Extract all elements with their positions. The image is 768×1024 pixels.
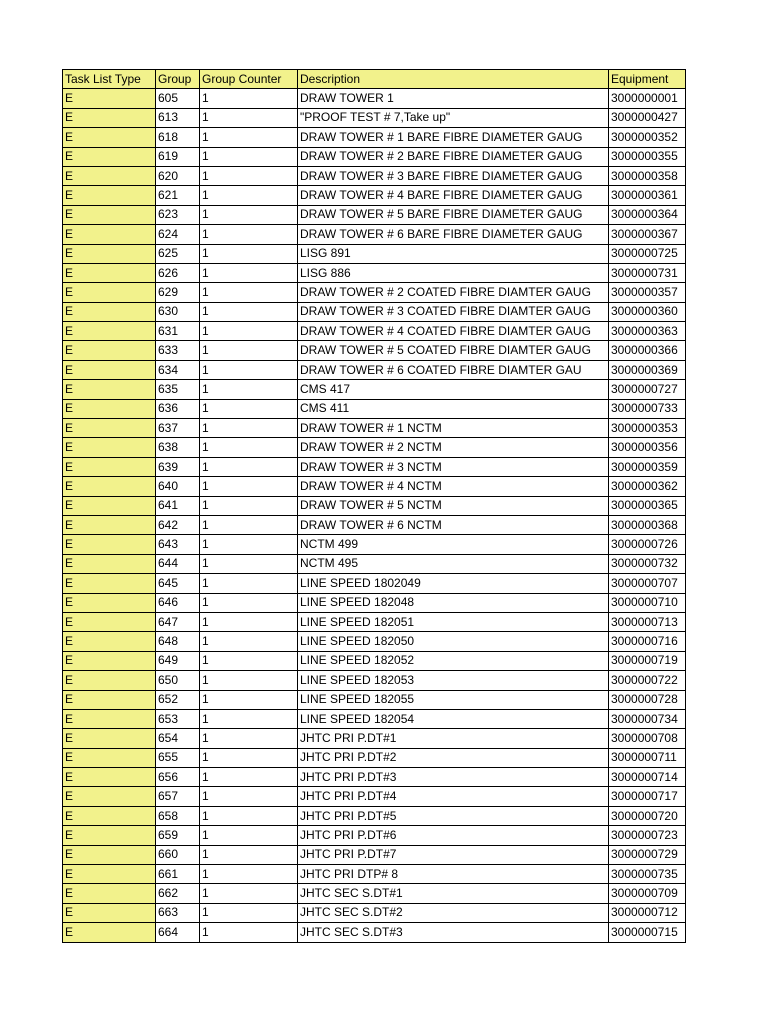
cell-task-list-type[interactable]: E xyxy=(63,574,156,593)
table-row xyxy=(63,923,686,942)
cell-group-counter[interactable]: 1 xyxy=(200,419,298,438)
cell-description[interactable]: LINE SPEED 182054 xyxy=(298,709,609,728)
cell-equipment[interactable]: 3000000363 xyxy=(609,322,686,341)
cell-task-list-type[interactable]: E xyxy=(63,399,156,418)
cell-group-counter[interactable]: 1 xyxy=(200,729,298,748)
cell-group-counter[interactable]: 1 xyxy=(200,748,298,767)
cell-equipment[interactable]: 3000000352 xyxy=(609,128,686,147)
table-row xyxy=(63,903,686,922)
cell-description[interactable]: DRAW TOWER # 1 BARE FIBRE DIAMETER GAUG xyxy=(298,128,609,147)
cell-task-list-type[interactable]: E xyxy=(63,690,156,709)
cell-group-counter[interactable]: 1 xyxy=(200,632,298,651)
cell-task-list-type[interactable]: E xyxy=(63,768,156,787)
cell-group[interactable]: 661 xyxy=(156,865,200,884)
cell-description[interactable]: JHTC PRI P.DT#1 xyxy=(298,729,609,748)
cell-equipment[interactable]: 3000000369 xyxy=(609,360,686,379)
cell-equipment[interactable]: 3000000734 xyxy=(609,709,686,728)
cell-task-list-type[interactable]: E xyxy=(63,845,156,864)
table-row xyxy=(63,166,686,185)
table-row xyxy=(63,380,686,399)
cell-description[interactable]: CMS 411 xyxy=(298,399,609,418)
cell-group[interactable]: 638 xyxy=(156,438,200,457)
cell-group-counter[interactable]: 1 xyxy=(200,263,298,282)
cell-group-counter[interactable]: 1 xyxy=(200,612,298,631)
cell-group[interactable]: 647 xyxy=(156,612,200,631)
header-equipment[interactable]: Equipment xyxy=(609,70,686,89)
cell-equipment[interactable]: 3000000731 xyxy=(609,263,686,282)
cell-task-list-type[interactable]: E xyxy=(63,709,156,728)
cell-group-counter[interactable]: 1 xyxy=(200,457,298,476)
cell-group[interactable]: 663 xyxy=(156,903,200,922)
cell-task-list-type[interactable]: E xyxy=(63,302,156,321)
cell-description[interactable]: DRAW TOWER # 4 COATED FIBRE DIAMTER GAUG xyxy=(298,322,609,341)
cell-task-list-type[interactable]: E xyxy=(63,322,156,341)
cell-group-counter[interactable]: 1 xyxy=(200,690,298,709)
cell-group[interactable]: 654 xyxy=(156,729,200,748)
table-row xyxy=(63,729,686,748)
cell-equipment[interactable]: 3000000733 xyxy=(609,399,686,418)
cell-task-list-type[interactable]: E xyxy=(63,535,156,554)
header-task-list-type[interactable]: Task List Type xyxy=(63,70,156,89)
cell-description[interactable]: JHTC PRI P.DT#2 xyxy=(298,748,609,767)
cell-task-list-type[interactable]: E xyxy=(63,147,156,166)
cell-group[interactable]: 639 xyxy=(156,457,200,476)
table-row xyxy=(63,651,686,670)
cell-group-counter[interactable]: 1 xyxy=(200,438,298,457)
cell-description[interactable]: LISG 891 xyxy=(298,244,609,263)
cell-group-counter[interactable]: 1 xyxy=(200,166,298,185)
cell-description[interactable]: LINE SPEED 182048 xyxy=(298,593,609,612)
table-row xyxy=(63,419,686,438)
cell-description[interactable]: DRAW TOWER # 2 BARE FIBRE DIAMETER GAUG xyxy=(298,147,609,166)
cell-description[interactable]: JHTC PRI P.DT#3 xyxy=(298,768,609,787)
cell-task-list-type[interactable]: E xyxy=(63,806,156,825)
table-row xyxy=(63,322,686,341)
cell-description[interactable]: DRAW TOWER # 5 NCTM xyxy=(298,496,609,515)
cell-task-list-type[interactable]: E xyxy=(63,457,156,476)
cell-group[interactable]: 655 xyxy=(156,748,200,767)
cell-equipment[interactable]: 3000000710 xyxy=(609,593,686,612)
cell-description[interactable]: DRAW TOWER # 2 NCTM xyxy=(298,438,609,457)
cell-description[interactable]: DRAW TOWER # 4 NCTM xyxy=(298,477,609,496)
cell-description[interactable]: DRAW TOWER # 6 BARE FIBRE DIAMETER GAUG xyxy=(298,225,609,244)
cell-equipment[interactable]: 3000000360 xyxy=(609,302,686,321)
cell-group[interactable]: 642 xyxy=(156,515,200,534)
cell-task-list-type[interactable]: E xyxy=(63,496,156,515)
table-row xyxy=(63,147,686,166)
table-row xyxy=(63,360,686,379)
cell-group-counter[interactable]: 1 xyxy=(200,496,298,515)
cell-group[interactable]: 641 xyxy=(156,496,200,515)
table-row xyxy=(63,283,686,302)
cell-task-list-type[interactable]: E xyxy=(63,632,156,651)
cell-description[interactable]: DRAW TOWER # 6 COATED FIBRE DIAMTER GAU xyxy=(298,360,609,379)
table-row xyxy=(63,865,686,884)
cell-group-counter[interactable]: 1 xyxy=(200,651,298,670)
cell-task-list-type[interactable]: E xyxy=(63,651,156,670)
cell-description[interactable]: LINE SPEED 182053 xyxy=(298,671,609,690)
cell-group-counter[interactable]: 1 xyxy=(200,302,298,321)
cell-description[interactable]: DRAW TOWER # 1 NCTM xyxy=(298,419,609,438)
cell-equipment[interactable]: 3000000726 xyxy=(609,535,686,554)
cell-description[interactable]: DRAW TOWER # 5 BARE FIBRE DIAMETER GAUG xyxy=(298,205,609,224)
cell-equipment[interactable]: 3000000708 xyxy=(609,729,686,748)
table-row xyxy=(63,826,686,845)
cell-task-list-type[interactable]: E xyxy=(63,865,156,884)
cell-group[interactable]: 652 xyxy=(156,690,200,709)
table-row xyxy=(63,399,686,418)
cell-task-list-type[interactable]: E xyxy=(63,360,156,379)
cell-equipment[interactable]: 3000000361 xyxy=(609,186,686,205)
table-row xyxy=(63,884,686,903)
table-row xyxy=(63,632,686,651)
cell-group-counter[interactable]: 1 xyxy=(200,244,298,263)
cell-group[interactable]: 649 xyxy=(156,651,200,670)
table-row xyxy=(63,554,686,573)
cell-group[interactable]: 605 xyxy=(156,89,200,108)
table-row xyxy=(63,671,686,690)
cell-description[interactable]: DRAW TOWER # 6 NCTM xyxy=(298,515,609,534)
cell-task-list-type[interactable]: E xyxy=(63,671,156,690)
cell-group[interactable]: 619 xyxy=(156,147,200,166)
cell-group-counter[interactable]: 1 xyxy=(200,903,298,922)
cell-equipment[interactable]: 3000000711 xyxy=(609,748,686,767)
table-row xyxy=(63,709,686,728)
cell-task-list-type[interactable]: E xyxy=(63,128,156,147)
cell-description[interactable]: LINE SPEED 182055 xyxy=(298,690,609,709)
header-group-counter[interactable]: Group Counter xyxy=(200,70,298,89)
cell-group[interactable]: 650 xyxy=(156,671,200,690)
cell-group-counter[interactable]: 1 xyxy=(200,845,298,864)
cell-task-list-type[interactable]: E xyxy=(63,419,156,438)
cell-group[interactable]: 664 xyxy=(156,923,200,942)
table-row xyxy=(63,806,686,825)
cell-description[interactable]: JHTC PRI P.DT#4 xyxy=(298,787,609,806)
cell-description[interactable]: LINE SPEED 182052 xyxy=(298,651,609,670)
cell-task-list-type[interactable]: E xyxy=(63,283,156,302)
cell-task-list-type[interactable]: E xyxy=(63,438,156,457)
cell-equipment[interactable]: 3000000717 xyxy=(609,787,686,806)
cell-group[interactable]: 620 xyxy=(156,166,200,185)
cell-group[interactable]: 658 xyxy=(156,806,200,825)
cell-group-counter[interactable]: 1 xyxy=(200,128,298,147)
cell-group-counter[interactable]: 1 xyxy=(200,574,298,593)
cell-group-counter[interactable]: 1 xyxy=(200,225,298,244)
cell-group-counter[interactable]: 1 xyxy=(200,205,298,224)
cell-group-counter[interactable]: 1 xyxy=(200,884,298,903)
table-row xyxy=(63,593,686,612)
table-row xyxy=(63,690,686,709)
cell-group[interactable]: 630 xyxy=(156,302,200,321)
cell-equipment[interactable]: 3000000716 xyxy=(609,632,686,651)
cell-group[interactable]: 645 xyxy=(156,574,200,593)
cell-group[interactable]: 631 xyxy=(156,322,200,341)
cell-group-counter[interactable]: 1 xyxy=(200,535,298,554)
cell-task-list-type[interactable]: E xyxy=(63,263,156,282)
spreadsheet-sheet xyxy=(62,69,686,943)
cell-equipment[interactable]: 3000000722 xyxy=(609,671,686,690)
cell-group-counter[interactable]: 1 xyxy=(200,283,298,302)
cell-task-list-type[interactable]: E xyxy=(63,884,156,903)
cell-equipment[interactable]: 3000000725 xyxy=(609,244,686,263)
cell-equipment[interactable]: 3000000362 xyxy=(609,477,686,496)
cell-task-list-type[interactable]: E xyxy=(63,186,156,205)
cell-group[interactable]: 660 xyxy=(156,845,200,864)
cell-description[interactable]: LINE SPEED 182050 xyxy=(298,632,609,651)
header-group[interactable]: Group xyxy=(156,70,200,89)
cell-task-list-type[interactable]: E xyxy=(63,477,156,496)
table-row xyxy=(63,768,686,787)
cell-group[interactable]: 653 xyxy=(156,709,200,728)
cell-description[interactable]: LINE SPEED 182051 xyxy=(298,612,609,631)
table-row xyxy=(63,438,686,457)
table-row xyxy=(63,748,686,767)
cell-task-list-type[interactable]: E xyxy=(63,166,156,185)
cell-description[interactable]: LINE SPEED 1802049 xyxy=(298,574,609,593)
cell-group-counter[interactable]: 1 xyxy=(200,671,298,690)
cell-group-counter[interactable]: 1 xyxy=(200,322,298,341)
cell-group[interactable]: 626 xyxy=(156,263,200,282)
cell-task-list-type[interactable]: E xyxy=(63,923,156,942)
cell-group[interactable]: 633 xyxy=(156,341,200,360)
cell-equipment[interactable]: 3000000001 xyxy=(609,89,686,108)
cell-task-list-type[interactable]: E xyxy=(63,729,156,748)
cell-equipment[interactable]: 3000000365 xyxy=(609,496,686,515)
cell-group[interactable]: 646 xyxy=(156,593,200,612)
cell-group[interactable]: 636 xyxy=(156,399,200,418)
cell-equipment[interactable]: 3000000714 xyxy=(609,768,686,787)
cell-equipment[interactable]: 3000000735 xyxy=(609,865,686,884)
table-row xyxy=(63,341,686,360)
table-row xyxy=(63,89,686,108)
cell-task-list-type[interactable]: E xyxy=(63,612,156,631)
cell-description[interactable]: DRAW TOWER # 3 COATED FIBRE DIAMTER GAUG xyxy=(298,302,609,321)
cell-group[interactable]: 648 xyxy=(156,632,200,651)
cell-group[interactable]: 637 xyxy=(156,419,200,438)
table-row xyxy=(63,302,686,321)
cell-task-list-type[interactable]: E xyxy=(63,593,156,612)
cell-equipment[interactable]: 3000000728 xyxy=(609,690,686,709)
cell-equipment[interactable]: 3000000712 xyxy=(609,903,686,922)
cell-description[interactable]: DRAW TOWER # 4 BARE FIBRE DIAMETER GAUG xyxy=(298,186,609,205)
cell-equipment[interactable]: 3000000353 xyxy=(609,419,686,438)
cell-equipment[interactable]: 3000000427 xyxy=(609,108,686,127)
cell-description[interactable]: JHTC SEC S.DT#3 xyxy=(298,923,609,942)
cell-description[interactable]: JHTC PRI P.DT#6 xyxy=(298,826,609,845)
cell-description[interactable]: DRAW TOWER # 3 BARE FIBRE DIAMETER GAUG xyxy=(298,166,609,185)
cell-description[interactable]: JHTC PRI P.DT#5 xyxy=(298,806,609,825)
cell-task-list-type[interactable]: E xyxy=(63,341,156,360)
cell-equipment[interactable]: 3000000719 xyxy=(609,651,686,670)
cell-equipment[interactable]: 3000000367 xyxy=(609,225,686,244)
table-row xyxy=(63,477,686,496)
cell-group-counter[interactable]: 1 xyxy=(200,865,298,884)
cell-description[interactable]: JHTC PRI DTP# 8 xyxy=(298,865,609,884)
cell-group-counter[interactable]: 1 xyxy=(200,787,298,806)
cell-group[interactable]: 640 xyxy=(156,477,200,496)
cell-equipment[interactable]: 3000000707 xyxy=(609,574,686,593)
table-row xyxy=(63,612,686,631)
table-row xyxy=(63,205,686,224)
cell-equipment[interactable]: 3000000727 xyxy=(609,380,686,399)
cell-group-counter[interactable]: 1 xyxy=(200,826,298,845)
cell-equipment[interactable]: 3000000355 xyxy=(609,147,686,166)
cell-task-list-type[interactable]: E xyxy=(63,244,156,263)
cell-group[interactable]: 629 xyxy=(156,283,200,302)
cell-group[interactable]: 657 xyxy=(156,787,200,806)
table-row xyxy=(63,845,686,864)
cell-group-counter[interactable]: 1 xyxy=(200,806,298,825)
cell-task-list-type[interactable]: E xyxy=(63,108,156,127)
cell-equipment[interactable]: 3000000729 xyxy=(609,845,686,864)
cell-description[interactable]: NCTM 499 xyxy=(298,535,609,554)
cell-group-counter[interactable]: 1 xyxy=(200,768,298,787)
header-row xyxy=(63,70,686,89)
cell-group[interactable]: 634 xyxy=(156,360,200,379)
cell-group[interactable]: 643 xyxy=(156,535,200,554)
cell-group[interactable]: 623 xyxy=(156,205,200,224)
table-row xyxy=(63,457,686,476)
cell-task-list-type[interactable]: E xyxy=(63,787,156,806)
table-row xyxy=(63,108,686,127)
cell-equipment[interactable]: 3000000364 xyxy=(609,205,686,224)
cell-group-counter[interactable]: 1 xyxy=(200,515,298,534)
cell-equipment[interactable]: 3000000359 xyxy=(609,457,686,476)
cell-group-counter[interactable]: 1 xyxy=(200,341,298,360)
cell-group[interactable]: 662 xyxy=(156,884,200,903)
cell-group[interactable]: 618 xyxy=(156,128,200,147)
cell-task-list-type[interactable]: E xyxy=(63,89,156,108)
cell-group-counter[interactable]: 1 xyxy=(200,380,298,399)
cell-group[interactable]: 613 xyxy=(156,108,200,127)
cell-task-list-type[interactable]: E xyxy=(63,554,156,573)
cell-description[interactable]: DRAW TOWER 1 xyxy=(298,89,609,108)
cell-group-counter[interactable]: 1 xyxy=(200,923,298,942)
cell-description[interactable]: "PROOF TEST # 7,Take up" xyxy=(298,108,609,127)
cell-description[interactable]: LISG 886 xyxy=(298,263,609,282)
cell-group[interactable]: 644 xyxy=(156,554,200,573)
cell-description[interactable]: DRAW TOWER # 2 COATED FIBRE DIAMTER GAUG xyxy=(298,283,609,302)
cell-task-list-type[interactable]: E xyxy=(63,205,156,224)
cell-group[interactable]: 624 xyxy=(156,225,200,244)
cell-group-counter[interactable]: 1 xyxy=(200,360,298,379)
cell-equipment[interactable]: 3000000356 xyxy=(609,438,686,457)
table-row xyxy=(63,496,686,515)
table-row xyxy=(63,787,686,806)
cell-equipment[interactable]: 3000000720 xyxy=(609,806,686,825)
cell-group[interactable]: 635 xyxy=(156,380,200,399)
cell-description[interactable]: DRAW TOWER # 5 COATED FIBRE DIAMTER GAUG xyxy=(298,341,609,360)
table-body xyxy=(63,89,686,942)
cell-equipment[interactable]: 3000000366 xyxy=(609,341,686,360)
cell-group-counter[interactable]: 1 xyxy=(200,477,298,496)
cell-task-list-type[interactable]: E xyxy=(63,748,156,767)
cell-equipment[interactable]: 3000000709 xyxy=(609,884,686,903)
cell-group[interactable]: 656 xyxy=(156,768,200,787)
cell-group-counter[interactable]: 1 xyxy=(200,593,298,612)
cell-task-list-type[interactable]: E xyxy=(63,826,156,845)
cell-task-list-type[interactable]: E xyxy=(63,380,156,399)
cell-task-list-type[interactable]: E xyxy=(63,225,156,244)
table-row xyxy=(63,225,686,244)
table-row xyxy=(63,128,686,147)
table-row xyxy=(63,186,686,205)
header-description[interactable]: Description xyxy=(298,70,609,89)
table-row xyxy=(63,535,686,554)
cell-description[interactable]: JHTC PRI P.DT#7 xyxy=(298,845,609,864)
task-list-table xyxy=(62,69,686,943)
cell-group-counter[interactable]: 1 xyxy=(200,399,298,418)
cell-description[interactable]: DRAW TOWER # 3 NCTM xyxy=(298,457,609,476)
cell-group-counter[interactable]: 1 xyxy=(200,186,298,205)
cell-equipment[interactable]: 3000000357 xyxy=(609,283,686,302)
cell-description[interactable]: CMS 417 xyxy=(298,380,609,399)
cell-group-counter[interactable]: 1 xyxy=(200,108,298,127)
cell-group-counter[interactable]: 1 xyxy=(200,89,298,108)
cell-description[interactable]: JHTC SEC S.DT#1 xyxy=(298,884,609,903)
cell-group[interactable]: 621 xyxy=(156,186,200,205)
table-row xyxy=(63,574,686,593)
cell-group-counter[interactable]: 1 xyxy=(200,554,298,573)
cell-group[interactable]: 659 xyxy=(156,826,200,845)
cell-description[interactable]: NCTM 495 xyxy=(298,554,609,573)
cell-group[interactable]: 625 xyxy=(156,244,200,263)
cell-task-list-type[interactable]: E xyxy=(63,515,156,534)
cell-equipment[interactable]: 3000000368 xyxy=(609,515,686,534)
cell-equipment[interactable]: 3000000358 xyxy=(609,166,686,185)
cell-equipment[interactable]: 3000000715 xyxy=(609,923,686,942)
table-row xyxy=(63,244,686,263)
table-row xyxy=(63,263,686,282)
cell-equipment[interactable]: 3000000732 xyxy=(609,554,686,573)
cell-equipment[interactable]: 3000000723 xyxy=(609,826,686,845)
cell-description[interactable]: JHTC SEC S.DT#2 xyxy=(298,903,609,922)
cell-group-counter[interactable]: 1 xyxy=(200,709,298,728)
table-row xyxy=(63,515,686,534)
cell-task-list-type[interactable]: E xyxy=(63,903,156,922)
cell-group-counter[interactable]: 1 xyxy=(200,147,298,166)
cell-equipment[interactable]: 3000000713 xyxy=(609,612,686,631)
